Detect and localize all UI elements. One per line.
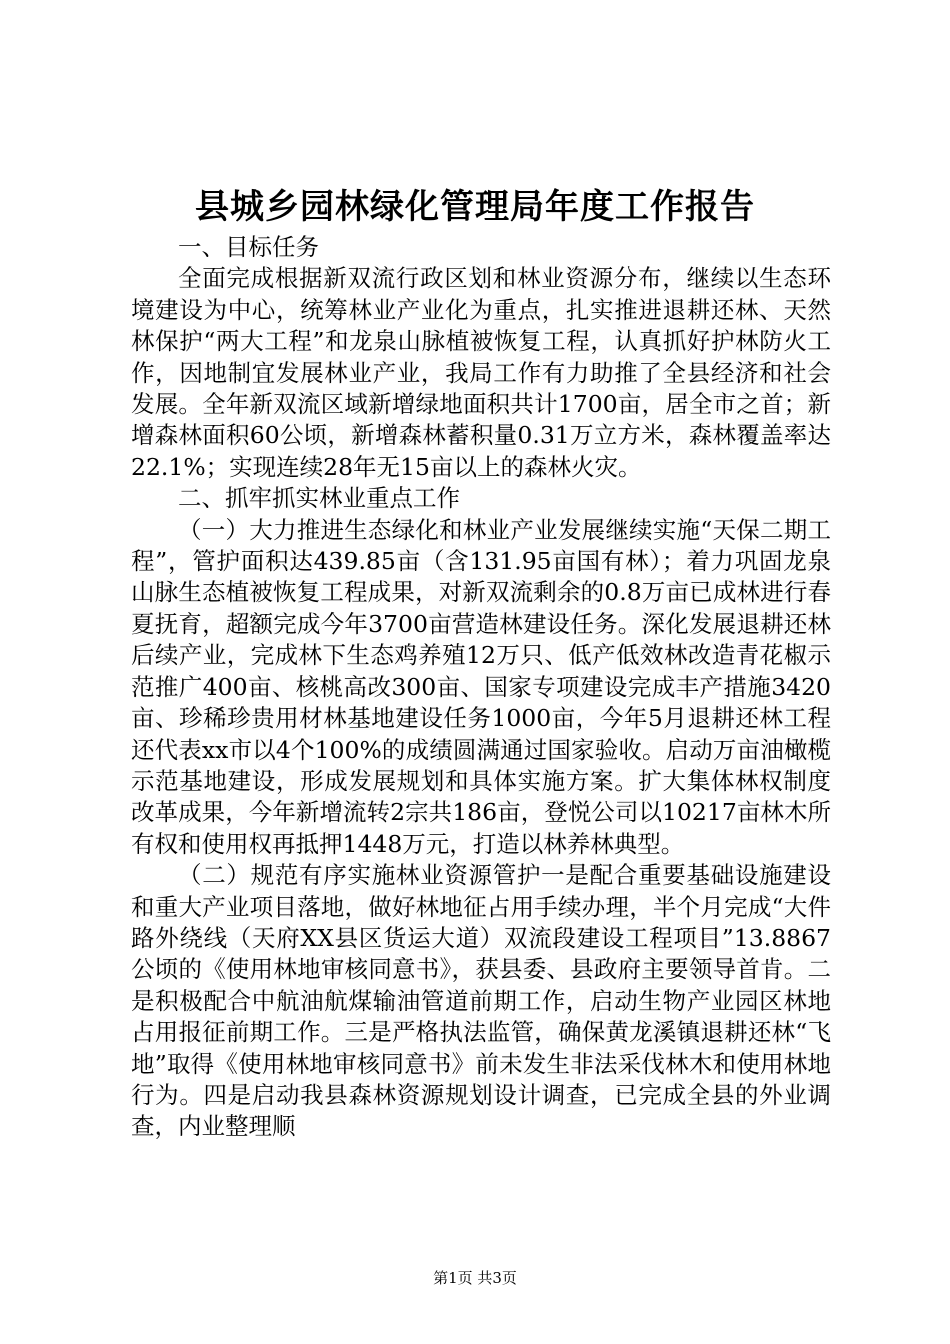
section-heading-2: 二、抓牢抓实林业重点工作 xyxy=(178,484,460,513)
document-title: 县城乡园林绿化管理局年度工作报告 xyxy=(195,187,755,227)
paragraph-3: （二）规范有序实施林业资源管护一是配合重要基础设施建设和重大产业项目落地，做好林地征占用手续办理，半个月完成“大件路外绕线（天府XX县区货运大道）双流段建设工程项目”13.8867公顷的《使用林地审核同意书》，获县委、县政府主要领导首肯。二是积极配合中航油航煤输油管道前期工作，启动生物产业园区林地占用报征前期工作。三是严格执法监管，确保黄龙溪镇退耕还林“飞地”取得《使用林地审核同意书》前未发生非法采伐林木和使用林地行为。四是启动我县森林资源规划设计调查，已完成全县的外业调查，内业整理顺 xyxy=(131,861,831,1141)
section-heading-1: 一、目标任务 xyxy=(178,233,319,261)
page-footer: 第1页 共3页 xyxy=(433,1269,517,1287)
document-body xyxy=(131,232,831,1143)
paragraph-1: 全面完成根据新双流行政区划和林业资源分布，继续以生态环境建设为中心，统筹林业产业化为重点，扎实推进退耕还林、天然林保护“两大工程”和龙泉山脉植被恢复工程，认真抓好护林防火工作，因地制宜发展林业产业，我局工作有力助推了全县经济和社会发展。全年新双流区域新增绿地面积共计1700亩，居全市之首；新增森林面积60公顷，新增森林蓄积量0.31万立方米，森林覆盖率达22.1%；实现连续28年无15亩以上的森林火灾。 xyxy=(131,264,831,481)
paragraph-2: （一）大力推进生态绿化和林业产业发展继续实施“天保二期工程”，管护面积达439.85亩（含131.95亩国有林）；着力巩固龙泉山脉生态植被恢复工程成果，对新双流剩余的0.8万亩已成林进行春夏抚育，超额完成今年3700亩营造林建设任务。深化发展退耕还林后续产业，完成林下生态鸡养殖12万只、低产低效林改造青花椒示范推广400亩、核桃高改300亩、国家专项建设完成丰产措施3420亩、珍稀珍贵用材林基地建设任务1000亩，今年5月退耕还林工程还代表xx市以4个100%的成绩圆满通过国家验收。启动万亩油橄榄示范基地建设，形成发展规划和具体实施方案。扩大集体林权制度改革成果，今年新增流转2宗共186亩，登悦公司以10217亩林木所有权和使用权再抵押1448万元，打造以林养林典型。 xyxy=(131,515,831,858)
